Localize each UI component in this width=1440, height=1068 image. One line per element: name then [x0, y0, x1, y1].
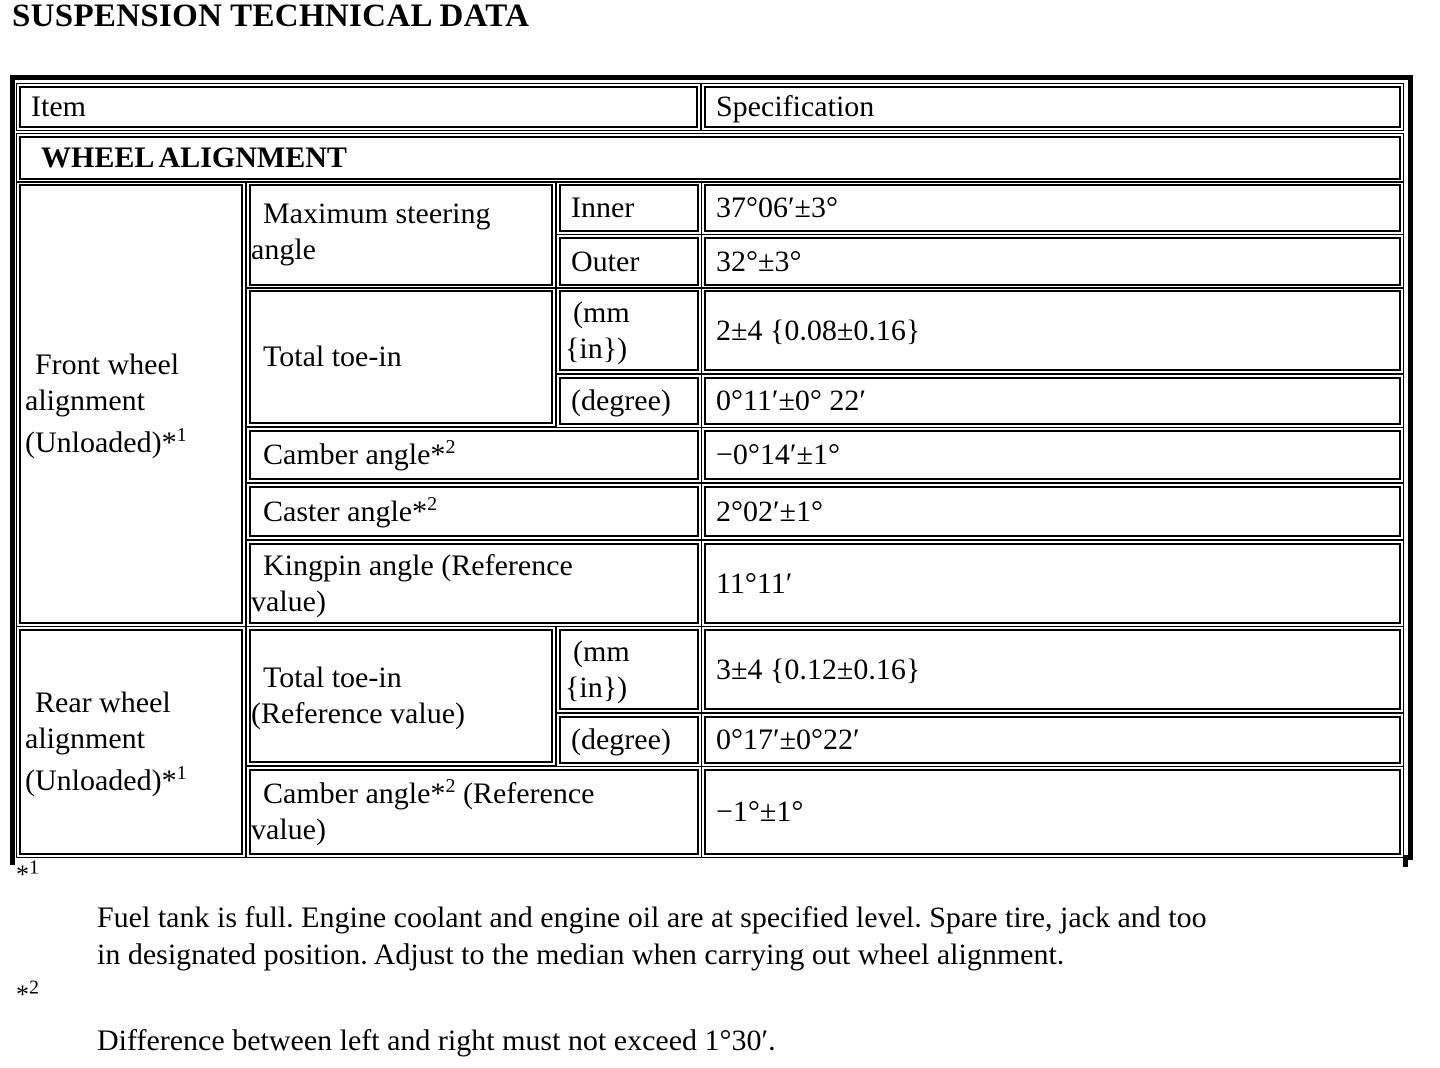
front-inner-value — [704, 184, 1401, 232]
front-group-footnote-ref: 1 — [176, 424, 187, 446]
front-toe-deg-label-text: (degree) — [571, 384, 671, 417]
front-inner-value-text: 37°06′±3° — [716, 191, 839, 224]
rear-group-footnote-ref: 1 — [176, 762, 187, 784]
rear-camber-line2: value) — [251, 813, 326, 846]
rear-camber-value — [704, 769, 1401, 855]
rear-toe-mm-label — [559, 629, 699, 710]
front-inner-label-text: Inner — [571, 191, 635, 224]
front-toe-mm-value — [704, 290, 1401, 371]
front-toe-mm-line1: (mm — [573, 295, 630, 329]
rear-group-line1: Rear wheel — [35, 686, 171, 719]
rear-toe-mm-line1: (mm — [573, 634, 630, 668]
footnote-2-number: 2 — [29, 976, 39, 999]
front-kingpin-label — [249, 543, 699, 624]
front-toe-mm-label — [559, 290, 699, 371]
rear-camber-label-suffix: (Reference — [455, 777, 595, 810]
rear-toe-line1: Total toe-in — [263, 661, 402, 694]
rear-toe-deg-value-text: 0°17′±0°22′ — [716, 723, 860, 756]
footnote-2-line1: Difference between left and right must not exceed 1°30′. — [97, 1024, 776, 1057]
rear-toe-deg-value — [704, 716, 1401, 764]
header-item-label: Item — [31, 90, 86, 123]
front-camber-footnote-ref: 2 — [445, 436, 456, 458]
header-item — [19, 86, 698, 128]
front-inner-label — [559, 184, 699, 232]
footnote-2-marker — [16, 976, 39, 1010]
front-max-steering-label — [249, 184, 553, 286]
front-group-line3: (Unloaded)* — [25, 426, 177, 459]
front-toe-deg-value-text: 0°11′±0° 22′ — [716, 384, 866, 417]
front-group-label — [19, 184, 243, 624]
front-caster-footnote-ref: 2 — [427, 492, 438, 515]
rear-toe-mm-line2: {in}) — [565, 670, 628, 704]
front-group-line2: alignment — [25, 384, 145, 417]
front-caster-label — [249, 486, 699, 537]
frame-edge — [1403, 855, 1408, 867]
front-outer-label — [559, 237, 699, 286]
front-camber-label — [249, 430, 699, 480]
frame-edge — [10, 855, 15, 865]
front-kingpin-value — [704, 543, 1401, 624]
front-toe-deg-label — [559, 377, 699, 425]
front-kingpin-line1: Kingpin angle (Reference — [263, 548, 573, 582]
rear-toe-line2: (Reference value) — [251, 697, 466, 730]
rear-camber-footnote-ref: 2 — [445, 775, 456, 797]
front-kingpin-line2: value) — [251, 584, 326, 618]
footnote-1-line2: in designated position. Adjust to the median when carrying out wheel alignment. — [97, 938, 1065, 971]
footnote-1-text — [97, 899, 1417, 973]
header-specification-label: Specification — [716, 90, 875, 123]
front-toe-mm-line2: {in}) — [565, 331, 628, 365]
rear-toe-mm-value — [704, 629, 1401, 710]
footnote-1-asterisk: * — [16, 860, 29, 889]
footnote-1-number: 1 — [29, 856, 39, 879]
rear-group-label — [19, 629, 243, 855]
header-specification — [704, 86, 1401, 128]
document-title: SUSPENSION TECHNICAL DATA — [12, 0, 530, 34]
rear-toe-label — [249, 629, 553, 763]
rear-camber-value-text: −1°±1° — [716, 795, 804, 828]
footnote-1-line1: Fuel tank is full. Engine coolant and engine oil are at specified level. Spare tire, jack and too — [97, 901, 1207, 934]
front-caster-value-text: 2°02′±1° — [716, 494, 824, 528]
rear-toe-mm-value-text: 3±4 {0.12±0.16} — [716, 652, 921, 686]
rear-group-line3: (Unloaded)* — [25, 764, 177, 797]
front-max-steering-line1: Maximum steering — [263, 197, 491, 230]
front-toe-mm-value-text: 2±4 {0.08±0.16} — [716, 313, 921, 347]
front-camber-value — [704, 430, 1401, 480]
front-group-line1: Front wheel — [35, 348, 180, 381]
front-toe-label — [249, 290, 553, 424]
rear-toe-deg-label — [559, 716, 699, 764]
front-outer-value-text: 32°±3° — [716, 244, 802, 278]
section-label: WHEEL ALIGNMENT — [41, 141, 347, 174]
rear-toe-deg-label-text: (degree) — [571, 723, 671, 756]
footnote-2-asterisk: * — [16, 980, 29, 1009]
footnote-2-text — [97, 1022, 1417, 1059]
front-toe-deg-value — [704, 377, 1401, 425]
section-wheel-alignment — [19, 136, 1401, 180]
front-kingpin-value-text: 11°11′ — [716, 566, 793, 600]
front-caster-value — [704, 486, 1401, 537]
front-camber-value-text: −0°14′±1° — [716, 438, 840, 471]
front-caster-label-text: Caster angle* — [263, 494, 428, 528]
front-camber-label-text: Camber angle* — [263, 438, 446, 471]
rear-camber-label — [249, 769, 699, 855]
front-max-steering-line2: angle — [251, 233, 316, 266]
rear-camber-label-text: Camber angle* — [263, 777, 446, 810]
front-toe-label-text: Total toe-in — [263, 340, 402, 373]
rear-group-line2: alignment — [25, 722, 145, 755]
footnote-1-marker — [16, 856, 39, 890]
front-outer-label-text: Outer — [571, 244, 640, 278]
front-outer-value — [704, 237, 1401, 286]
